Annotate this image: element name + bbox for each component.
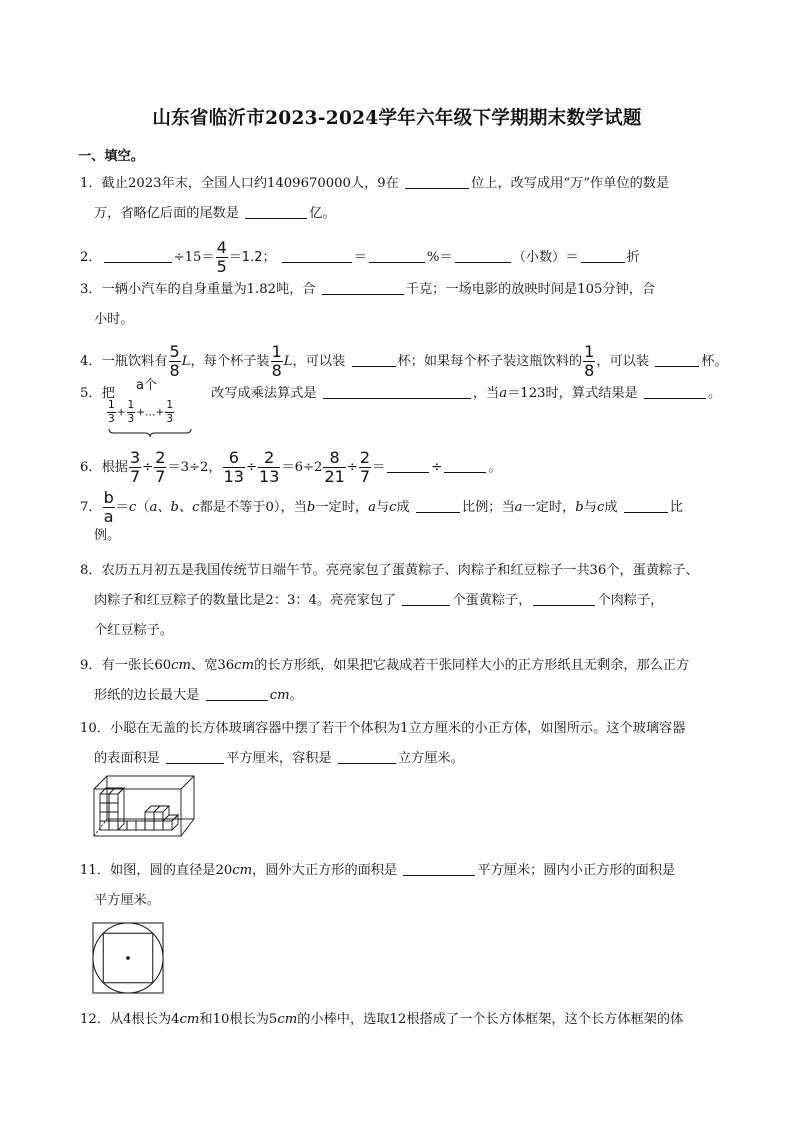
- question-number: 6．: [80, 460, 102, 475]
- glass-container-figure: [92, 774, 196, 838]
- fraction: $\frac{1}{3}$: [166, 399, 173, 425]
- question-number: 9．: [80, 658, 102, 673]
- question-10-line-1: 10．小聪在无盖的长方体玻璃容器中摆了若干个体积为1立方厘米的小正方体，如图所示。这个玻璃容器: [80, 721, 686, 736]
- question-number: 11．: [80, 863, 110, 878]
- question-3-line-2: 小时。: [94, 312, 134, 327]
- fraction: $\frac{3}{7}$: [129, 448, 141, 486]
- answer-blank[interactable]: [387, 458, 429, 473]
- fraction: $\frac{2}{7}$: [155, 448, 166, 486]
- page-title: 山东省临沂市2023-2024学年六年级下学期期末数学试题: [152, 108, 642, 129]
- question-number: 2．: [80, 250, 102, 265]
- circle-squares-figure: [92, 922, 164, 994]
- answer-blank[interactable]: [338, 749, 396, 764]
- answer-blank[interactable]: [352, 352, 396, 367]
- question-6: 6．根据 $\frac{3}{7}$ ÷ $\frac{2}{7}$ ＝3÷2， $\frac{6}{13}$ ÷ $\frac{2}{13}$ ＝6÷2 $\frac{8}{21}$ ÷ $\frac{2}{7}$ ＝ ÷ 。: [80, 448, 502, 486]
- answer-blank[interactable]: [655, 352, 699, 367]
- answer-blank[interactable]: [322, 280, 404, 295]
- question-8-line-3: 个红豆粽子。: [94, 623, 174, 638]
- question-number: 1．: [80, 176, 102, 191]
- question-2: 2． ÷15＝ $\frac{4}{5}$ ＝1.2； ＝ %＝ （小数）＝ 折: [80, 238, 640, 276]
- question-7-line-2: 例。: [94, 528, 121, 543]
- question-7-line-1: 7． $\frac{b}{a}$ ＝c（a、b、c都是不等于0），当b一定时，a与c成 比例；当a一定时，b与c成 比: [80, 488, 683, 526]
- question-8-line-1: 8．农历五月初五是我国传统节日端午节。亮亮家包了蛋黄粽子、肉粽子和红豆粽子一共36个，蛋黄粽子、: [80, 563, 699, 578]
- question-number: 5．: [80, 386, 102, 401]
- question-8-line-2: 肉粽子和红豆粽子的数量比是2：3：4。亮亮家包了 个蛋黄粽子， 个肉粽子，: [94, 593, 664, 608]
- answer-blank[interactable]: [581, 248, 625, 263]
- answer-blank[interactable]: [416, 498, 460, 513]
- question-10-line-2: 的表面积是 平方厘米，容积是 立方厘米。: [94, 751, 464, 766]
- answer-blank[interactable]: [104, 248, 172, 263]
- answer-blank[interactable]: [245, 204, 307, 219]
- question-11-line-2: 平方厘米。: [94, 893, 160, 908]
- fraction: $\frac{5}{8}$: [169, 342, 180, 380]
- question-5: 5．把 改写成乘法算式是 ，当a＝123时，算式结果是 。: [80, 386, 722, 401]
- fraction: $\frac{b}{a}$: [103, 488, 114, 526]
- question-4: 4．一瓶饮料有 $\frac{5}{8}$ L，每个杯子装 $\frac{1}{8}$ L，可以装 杯；如果每个杯子装这瓶饮料的 $\frac{1}{8}$ ，可以装 杯。: [80, 342, 728, 380]
- fraction: $\frac{6}{13}$: [223, 448, 244, 486]
- fraction: $\frac{1}{3}$: [108, 399, 115, 425]
- answer-blank[interactable]: [402, 591, 450, 606]
- fraction: $\frac{8}{21}$: [324, 448, 345, 486]
- fraction: $\frac{4}{5}$: [216, 238, 227, 276]
- sum-count-label: a个: [136, 378, 157, 393]
- fraction: $\frac{2}{7}$: [359, 448, 371, 486]
- center-point: [126, 956, 130, 960]
- question-number: 12．: [80, 1012, 110, 1027]
- question-9-line-2: 形纸的边长最大是 cm。: [94, 688, 303, 703]
- question-3-line-1: 3．一辆小汽车的自身重量为1.82吨，合 千克；一场电影的放映时间是105分钟，合: [80, 282, 656, 297]
- question-number: 4．: [80, 354, 102, 369]
- section-heading: 一、填空。: [78, 149, 144, 164]
- answer-blank[interactable]: [624, 498, 668, 513]
- answer-blank[interactable]: [533, 591, 595, 606]
- fraction-sum: $\frac{1}{3}$ + $\frac{1}{3}$ +…+ $\frac{1}{3}$: [108, 399, 173, 425]
- answer-blank[interactable]: [369, 248, 425, 263]
- question-12-line-1: 12．从4根长为4cm和10根长为5cm的小棒中，选取12根搭成了一个长方体框架，这个长方体框架的体: [80, 1012, 684, 1027]
- answer-blank[interactable]: [323, 384, 471, 399]
- fraction: $\frac{1}{8}$: [271, 342, 282, 380]
- question-number: 3．: [80, 282, 102, 297]
- answer-blank[interactable]: [403, 861, 475, 876]
- answer-blank[interactable]: [166, 749, 224, 764]
- question-1-line-2: 万，省略亿后面的尾数是 亿。: [94, 206, 336, 221]
- question-11-line-1: 11．如图，圆的直径是20cm，圆外大正方形的面积是 平方厘米；圆内小正方形的面积是: [80, 863, 676, 878]
- fraction: $\frac{2}{13}$: [259, 448, 280, 486]
- answer-blank[interactable]: [282, 248, 352, 263]
- question-1-line-1: 1．截止2023年末，全国人口约1409670000人，9在 位上，改写成用“万”作单位的数是: [80, 176, 670, 191]
- question-9-line-1: 9．有一张长60cm、宽36cm的长方形纸，如果把它裁成若干张同样大小的正方形纸且无剩余，那么正方: [80, 658, 690, 673]
- answer-blank[interactable]: [206, 686, 268, 701]
- question-number: 10．: [80, 721, 110, 736]
- answer-blank[interactable]: [455, 248, 511, 263]
- underbrace: [108, 428, 192, 438]
- answer-blank[interactable]: [405, 174, 469, 189]
- question-number: 7．: [80, 500, 102, 515]
- fraction: $\frac{1}{8}$: [584, 342, 595, 380]
- question-number: 8．: [80, 563, 102, 578]
- answer-blank[interactable]: [644, 384, 706, 399]
- fraction: $\frac{1}{3}$: [127, 399, 135, 425]
- answer-blank[interactable]: [444, 458, 486, 473]
